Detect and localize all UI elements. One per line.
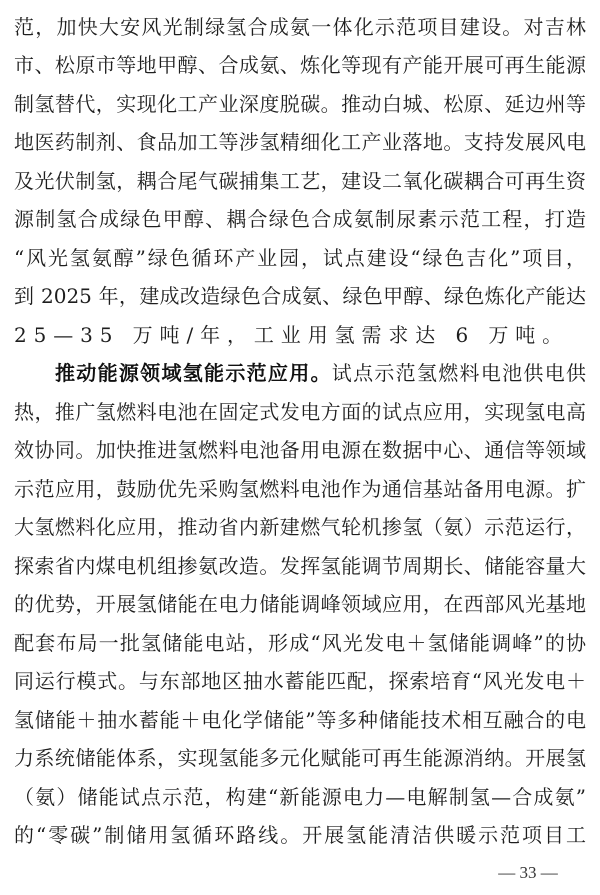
paragraph-2-line-9: 同运行模式。与东部地区抽水蓄能匹配，探索培育“风光发电＋ [14, 669, 586, 693]
paragraph-1-line-2: 市、松原市等地甲醇、合成氨、炼化等现有产能开展可再生能源 [14, 53, 586, 77]
paragraph-2-line-4: 示范应用，鼓励优先采购氢燃料电池作为通信基站备用电源。扩 [14, 477, 586, 501]
paragraph-2-line-12: （氨）储能试点示范，构建“新能源电力—电解制氢—合成氨” [14, 785, 586, 809]
paragraph-2-line-8: 配套布局一批氢储能电站，形成“风光发电＋氢储能调峰”的协 [14, 631, 586, 655]
paragraph-2-line-2: 热，推广氢燃料电池在固定式发电方面的试点应用，实现氢电高 [14, 400, 586, 424]
paragraph-1-line-1: 范，加快大安风光制绿氢合成氨一体化示范项目建设。对吉林 [14, 15, 586, 39]
paragraph-1-line-4: 地医药制剂、食品加工等涉氢精细化工产业落地。支持发展风电 [14, 130, 586, 154]
paragraph-1-line-3: 制氢替代，实现化工产业深度脱碳。推动白城、松原、延边州等 [14, 92, 586, 116]
page-number: — 33 — [498, 863, 558, 882]
paragraph-2-line-7: 的优势，开展氢储能在电力储能调峰领域应用，在西部风光基地 [14, 592, 586, 616]
paragraph-2-line-13: 的“零碳”制储用氢循环路线。开展氢能清洁供暖示范项目工 [14, 823, 586, 847]
paragraph-2-line-5: 大氢燃料化应用，推动省内新建燃气轮机掺氢（氨）示范运行， [14, 515, 586, 539]
section-heading: 推动能源领域氢能示范应用。 [55, 361, 332, 385]
paragraph-1-line-7: “风光氢氨醇”绿色循环产业园，试点建设“绿色吉化”项目， [14, 246, 586, 270]
paragraph-1-line-5: 及光伏制氢，耦合尾气碳捕集工艺，建设二氧化碳耦合可再生资 [14, 169, 586, 193]
paragraph-2-line-6: 探索省内煤电机组掺氨改造。发挥氢能调节周期长、储能容量大 [14, 554, 586, 578]
paragraph-2-line-1 [55, 358, 586, 388]
paragraph-1-line-9: 25—35 万吨/年，工业用氢需求达 6 万吨。 [14, 323, 570, 347]
paragraph-2-line-1-text: 试点示范氢燃料电池供电供 [331, 361, 587, 385]
paragraph-2-line-11: 力系统储能体系，实现氢能多元化赋能可再生能源消纳。开展氢 [14, 746, 586, 770]
paragraph-1-line-6: 源制氢合成绿色甲醇、耦合绿色合成氨制尿素示范工程，打造 [14, 207, 586, 231]
paragraph-1-line-8: 到 2025 年，建成改造绿色合成氨、绿色甲醇、绿色炼化产能达 [14, 284, 586, 308]
paragraph-2-line-3: 效协同。加快推进氢燃料电池备用电源在数据中心、通信等领域 [14, 438, 586, 462]
paragraph-2-line-10: 氢储能＋抽水蓄能＋电化学储能”等多种储能技术相互融合的电 [14, 708, 586, 732]
